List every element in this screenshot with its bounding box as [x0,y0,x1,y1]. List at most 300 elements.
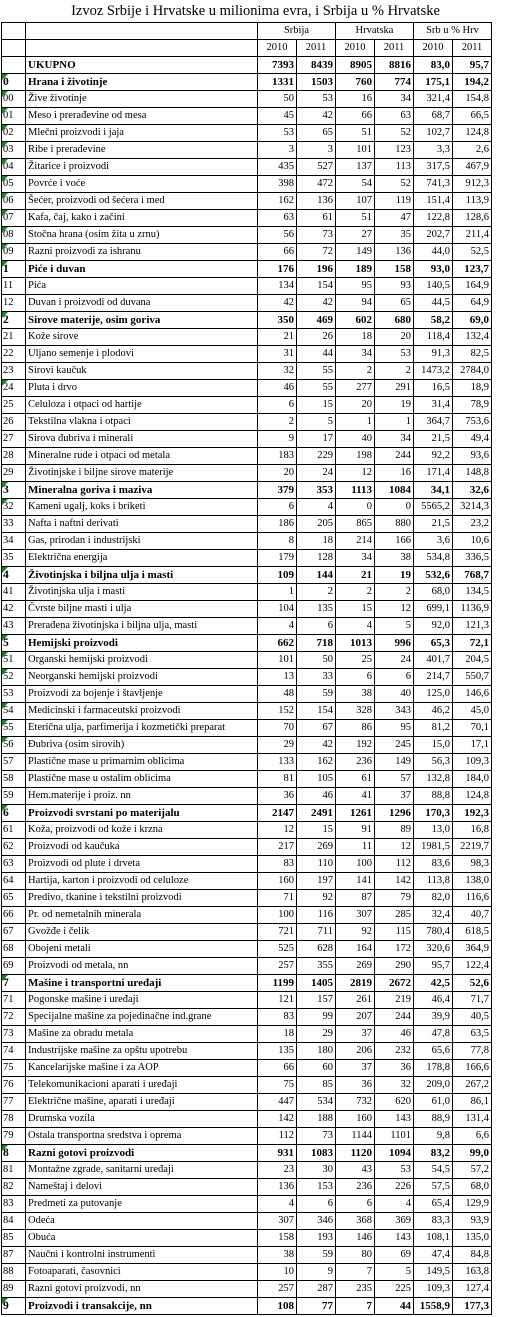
cell-comment-marker-icon [2,805,8,811]
row-value: 124,8 [453,788,492,805]
row-value: 56,3 [414,754,453,771]
row-code [2,1298,26,1315]
row-code [2,1128,26,1145]
table-row [2,1009,492,1026]
row-value: 31 [258,346,297,363]
row-code [2,1145,26,1162]
row-code-text: 11 [3,280,14,291]
row-value: 77 [297,1298,336,1315]
row-value: 47,4 [414,1247,453,1264]
row-value: 175,1 [414,74,453,91]
row-value: 355 [297,958,336,975]
row-value: 36 [336,1077,375,1094]
row-code [2,499,26,516]
row-value: 285 [375,907,414,924]
row-value: 45 [258,108,297,125]
row-value: 65,3 [414,635,453,652]
row-value: 66 [336,108,375,125]
row-value: 207 [336,1009,375,1026]
row-value: 317,5 [414,159,453,176]
row-name: Sirove materije, osim goriva [26,312,258,329]
row-value: 217 [258,839,297,856]
row-value: 6 [375,669,414,686]
row-name: Meso i prerađevine od mesa [26,108,258,125]
row-value: 162 [258,193,297,210]
row-value: 1296 [375,805,414,822]
row-code-text: 89 [3,1283,14,1294]
row-code [2,397,26,414]
row-value: 134 [258,278,297,295]
row-value: 320,6 [414,941,453,958]
table-row [2,958,492,975]
table-row [2,1060,492,1077]
row-value: 219 [375,992,414,1009]
row-value: 108,1 [414,1230,453,1247]
total-code-cell [2,57,26,74]
row-name: Celuloza i otpaci od hartije [26,397,258,414]
row-name: Kancelarijske mašine i za AOP [26,1060,258,1077]
row-value: 17 [297,431,336,448]
total-value: 8816 [375,57,414,74]
table-row [2,448,492,465]
row-value: 996 [375,635,414,652]
row-value: 26 [297,329,336,346]
row-value: 12 [336,465,375,482]
table-row [2,176,492,193]
row-value: 58,2 [414,312,453,329]
row-value: 1405 [297,975,336,992]
row-value: 368 [336,1213,375,1230]
row-value: 95 [336,278,375,295]
row-value: 66 [258,244,297,261]
row-name: Električna energija [26,550,258,567]
row-code [2,414,26,431]
row-value: 154 [297,703,336,720]
row-code [2,1247,26,1264]
row-value: 82,5 [453,346,492,363]
row-code [2,346,26,363]
cell-comment-marker-icon [2,210,8,216]
row-value: 336,5 [453,550,492,567]
row-code [2,703,26,720]
row-value: 83 [258,856,297,873]
table-row [2,601,492,618]
row-value: 119 [375,193,414,210]
row-value: 131,4 [453,1111,492,1128]
row-code [2,1230,26,1247]
row-value: 116,6 [453,890,492,907]
header-row-groups [2,23,492,40]
row-code-text: 1 [3,263,9,275]
row-value: 12 [258,822,297,839]
header-group-hrvatska: Hrvatska [336,23,414,40]
row-code-text: 28 [3,450,14,461]
row-value: 9,8 [414,1128,453,1145]
row-code-text: 32 [3,501,14,512]
row-value: 83,2 [414,1145,453,1162]
row-value: 56 [258,227,297,244]
row-value: 23,2 [453,516,492,533]
row-value: 16 [336,91,375,108]
row-name: Ribe i prerađevine [26,142,258,159]
table-row [2,329,492,346]
row-value: 95,7 [414,958,453,975]
row-code-text: 04 [3,161,14,172]
row-code-text: 66 [3,909,14,920]
row-value: 30 [297,1162,336,1179]
row-value: 80 [336,1247,375,1264]
row-name: Proizvodi za bojenje i štavljenje [26,686,258,703]
row-code [2,193,26,210]
row-value: 92 [297,890,336,907]
row-value: 176 [258,261,297,278]
row-value: 232 [375,1043,414,1060]
row-value: 1144 [336,1128,375,1145]
row-value: 321,4 [414,91,453,108]
row-name: Odeća [26,1213,258,1230]
row-value: 88,9 [414,1111,453,1128]
row-value: 46 [375,1026,414,1043]
row-code [2,618,26,635]
row-value: 186 [258,516,297,533]
row-value: 141 [336,873,375,890]
row-name: Pr. od nemetalnih minerala [26,907,258,924]
row-code-text: 69 [3,960,14,971]
table-row [2,788,492,805]
row-value: 39,9 [414,1009,453,1026]
cell-comment-marker-icon [2,91,8,97]
row-value: 164,9 [453,278,492,295]
row-value: 72 [297,244,336,261]
row-name: Piće i duvan [26,261,258,278]
row-value: 307 [336,907,375,924]
row-code-text: 02 [3,127,14,138]
row-value: 83 [258,1009,297,1026]
row-value: 2819 [336,975,375,992]
row-value: 166,6 [453,1060,492,1077]
cell-comment-marker-icon [2,499,8,505]
row-code-text: 8 [3,1147,9,1159]
row-code-text: 55 [3,722,14,733]
row-value: 172 [375,941,414,958]
row-value: 45,0 [453,703,492,720]
row-value: 86,1 [453,1094,492,1111]
table-row [2,1077,492,1094]
row-value: 534 [297,1094,336,1111]
row-value: 18,9 [453,380,492,397]
row-name: Životinjska i biljna ulja i masti [26,567,258,584]
row-value: 157 [297,992,336,1009]
row-value: 50 [258,91,297,108]
row-value: 109 [258,567,297,584]
row-value: 192,3 [453,805,492,822]
row-value: 269 [336,958,375,975]
row-name: Proizvodi od plute i drveta [26,856,258,873]
row-value: 20 [258,465,297,482]
row-value: 13 [258,669,297,686]
row-value: 602 [336,312,375,329]
row-code-text: 24 [3,382,14,393]
row-value: 50 [297,652,336,669]
row-value: 104 [258,601,297,618]
row-value: 211,4 [453,227,492,244]
row-value: 112 [375,856,414,873]
row-value: 101 [258,652,297,669]
table-row [2,550,492,567]
row-value: 65 [375,295,414,312]
row-name: Mineralna goriva i maziva [26,482,258,499]
row-code [2,1043,26,1060]
row-name: Hartija, karton i proizvodi od celuloze [26,873,258,890]
row-value: 66,5 [453,108,492,125]
row-value: 42 [297,108,336,125]
row-value: 36 [375,1060,414,1077]
row-value: 68,0 [453,1179,492,1196]
table-row [2,822,492,839]
row-value: 1 [375,414,414,431]
row-value: 6 [336,1196,375,1213]
row-value: 467,9 [453,159,492,176]
row-value: 269 [297,839,336,856]
row-value: 154,8 [453,91,492,108]
row-value: 9 [258,431,297,448]
row-value: 34 [336,346,375,363]
row-code-text: 51 [3,654,14,665]
table-row [2,737,492,754]
row-name: Razni gotovi proizvodi, nn [26,1281,258,1298]
table-row [2,1162,492,1179]
row-value: 229 [297,448,336,465]
row-value: 2 [258,414,297,431]
table-row [2,363,492,380]
row-value: 194,2 [453,74,492,91]
row-code-text: 7 [3,977,9,989]
table-row [2,873,492,890]
row-name: Životinjske i biljne sirove materije [26,465,258,482]
row-name: Specijalne mašine za pojedinačne ind.grane [26,1009,258,1026]
row-value: 116 [297,907,336,924]
row-value: 27 [336,227,375,244]
row-value: 196 [297,261,336,278]
row-value: 153 [297,1179,336,1196]
row-value: 177,3 [453,1298,492,1315]
table-row [2,1247,492,1264]
row-value: 143 [375,1230,414,1247]
row-code-text: 27 [3,433,14,444]
row-value: 346 [297,1213,336,1230]
row-code-text: 73 [3,1028,14,1039]
row-value: 55 [297,380,336,397]
row-value: 40 [336,431,375,448]
row-code-text: 26 [3,416,14,427]
row-value: 2 [336,363,375,380]
row-value: 4 [336,618,375,635]
row-name: Žitarice i proizvodi [26,159,258,176]
row-value: 6,6 [453,1128,492,1145]
row-code-text: 9 [3,1300,9,1312]
row-value: 52,5 [453,244,492,261]
cell-comment-marker-icon [2,380,8,386]
row-value: 40,7 [453,907,492,924]
row-value: 532,6 [414,567,453,584]
row-value: 53 [375,1162,414,1179]
row-value: 54,5 [414,1162,453,1179]
total-value: 83,0 [414,57,453,74]
table-row [2,771,492,788]
row-value: 109,3 [414,1281,453,1298]
row-value: 768,7 [453,567,492,584]
row-value: 99,0 [453,1145,492,1162]
row-value: 154 [297,278,336,295]
row-code-text: 12 [3,297,14,308]
row-value: 53 [258,125,297,142]
table-row [2,295,492,312]
row-value: 6 [258,397,297,414]
row-value: 6 [258,499,297,516]
row-value: 15,0 [414,737,453,754]
row-value: 65,4 [414,1196,453,1213]
row-code-text: 2 [3,314,9,326]
header-row-years [2,40,492,57]
row-value: 52 [375,176,414,193]
row-value: 87 [336,890,375,907]
row-name: Plastične mase u primarnim oblicima [26,754,258,771]
cell-comment-marker-icon [2,703,8,709]
cell-comment-marker-icon [2,74,8,80]
table-row [2,431,492,448]
row-value: 245 [375,737,414,754]
row-name: Predivo, tkanine i tekstilni proizvodi [26,890,258,907]
table-row [2,193,492,210]
row-value: 6 [297,1196,336,1213]
cell-comment-marker-icon [2,737,8,743]
row-value: 931 [258,1145,297,1162]
row-value: 32 [258,363,297,380]
table-row [2,244,492,261]
row-name: Hrana i životinje [26,74,258,91]
row-value: 21 [336,567,375,584]
row-code [2,1162,26,1179]
row-value: 5 [375,1264,414,1281]
row-name: Kože sirove [26,329,258,346]
total-value: 8439 [297,57,336,74]
row-value: 8 [258,533,297,550]
header-year: 2010 [258,40,297,57]
row-code [2,958,26,975]
row-value: 21 [258,329,297,346]
row-value: 123 [375,142,414,159]
cell-comment-marker-icon [2,142,8,148]
category-row [2,805,492,822]
row-code-text: 6 [3,807,9,819]
row-value: 15 [297,397,336,414]
table-row [2,210,492,227]
row-code-text: 22 [3,348,14,359]
row-value: 151,4 [414,193,453,210]
row-name: Naučni i kontrolni instrumenti [26,1247,258,1264]
row-code [2,788,26,805]
row-value: 121 [258,992,297,1009]
row-code [2,1077,26,1094]
row-value: 1013 [336,635,375,652]
row-value: 16,8 [453,822,492,839]
row-value: 662 [258,635,297,652]
row-value: 29 [297,1026,336,1043]
row-value: 37 [375,788,414,805]
row-value: 447 [258,1094,297,1111]
table-row [2,142,492,159]
row-code [2,278,26,295]
table-row [2,1111,492,1128]
table-row [2,346,492,363]
header-blank-cell [2,23,26,40]
row-code-text: 43 [3,620,14,631]
cell-comment-marker-icon [2,159,8,165]
row-value: 40 [375,686,414,703]
header-blank-cell [26,23,258,40]
row-value: 2491 [297,805,336,822]
row-code [2,567,26,584]
row-value: 35 [375,227,414,244]
row-value: 42 [297,295,336,312]
row-value: 105 [297,771,336,788]
row-value: 135,0 [453,1230,492,1247]
row-value: 1084 [375,482,414,499]
row-name: Obuća [26,1230,258,1247]
row-value: 61 [297,210,336,227]
row-code-text: 53 [3,688,14,699]
row-value: 110 [297,856,336,873]
header-group-srbija: Srbija [258,23,336,40]
row-value: 55 [297,363,336,380]
row-value: 49,4 [453,431,492,448]
row-code-text: 41 [3,586,14,597]
row-value: 73 [297,1128,336,1145]
category-row [2,975,492,992]
row-value: 711 [297,924,336,941]
row-value: 1 [258,584,297,601]
row-value: 71,7 [453,992,492,1009]
row-code [2,652,26,669]
table-row [2,992,492,1009]
category-row [2,1298,492,1315]
row-code [2,295,26,312]
row-value: 158 [258,1230,297,1247]
table-row [2,465,492,482]
row-name: Sirova đubriva i minerali [26,431,258,448]
row-value: 1558,9 [414,1298,453,1315]
row-value: 38 [375,550,414,567]
row-value: 364,9 [453,941,492,958]
row-value: 158 [375,261,414,278]
row-value: 17,1 [453,737,492,754]
row-code [2,210,26,227]
row-name: Đubriva (osim sirovih) [26,737,258,754]
row-value: 67 [297,720,336,737]
header-year: 2011 [453,40,492,57]
table-row [2,686,492,703]
row-code-text: 62 [3,841,14,852]
category-row [2,1145,492,1162]
row-code [2,516,26,533]
table-row [2,533,492,550]
table-row [2,1213,492,1230]
row-value: 178,8 [414,1060,453,1077]
table-row [2,890,492,907]
row-value: 2,6 [453,142,492,159]
row-code-text: 35 [3,552,14,563]
row-value: 84,8 [453,1247,492,1264]
